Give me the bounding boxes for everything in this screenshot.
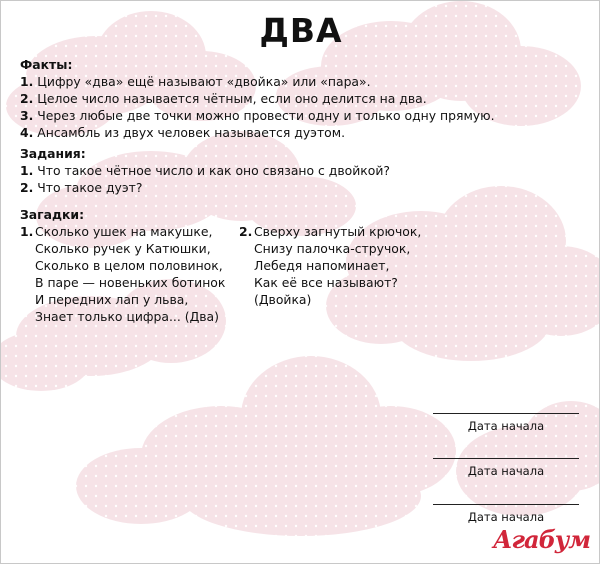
start-date-label: Дата начала bbox=[467, 464, 545, 478]
riddle-line: (Двойка) bbox=[254, 292, 312, 307]
start-date-field[interactable] bbox=[433, 413, 579, 433]
riddle-line bbox=[20, 223, 225, 240]
riddle-line bbox=[239, 223, 421, 240]
riddle-line: Как её все называют? bbox=[254, 275, 398, 290]
riddle-line: Сколько в целом половинок, bbox=[35, 258, 223, 273]
tasks-heading: Задания: bbox=[20, 146, 86, 161]
riddle-number: 2. bbox=[239, 224, 253, 239]
fact-number: 2. bbox=[20, 91, 34, 106]
riddle-line: Сколько ручек у Катюшки, bbox=[35, 241, 211, 256]
tasks-section bbox=[20, 145, 390, 196]
facts-heading: Факты: bbox=[20, 57, 73, 72]
riddle-2 bbox=[239, 223, 421, 308]
fact-item bbox=[20, 124, 495, 141]
riddle-number: 1. bbox=[20, 224, 34, 239]
fact-text: Через любые две точки можно провести одну и только одну прямую. bbox=[33, 108, 495, 123]
signature-line bbox=[433, 413, 579, 414]
start-date-field[interactable] bbox=[433, 504, 579, 524]
task-text: Что такое дуэт? bbox=[33, 180, 143, 195]
task-text: Что такое чётное число и как оно связано с двойкой? bbox=[33, 163, 390, 178]
riddle-line: И передних лап у льва, bbox=[35, 292, 189, 307]
fact-item bbox=[20, 73, 495, 90]
fact-item bbox=[20, 90, 495, 107]
riddle-line: Лебедя напоминает, bbox=[254, 258, 390, 273]
riddles-heading: Загадки: bbox=[20, 207, 85, 222]
fact-item bbox=[20, 107, 495, 124]
signature-line bbox=[433, 458, 579, 459]
task-number: 2. bbox=[20, 180, 34, 195]
fact-number: 3. bbox=[20, 108, 34, 123]
riddle-line: Знает только цифра... (Два) bbox=[35, 309, 219, 324]
riddle-1 bbox=[20, 223, 225, 325]
riddle-line: Снизу палочка-стручок, bbox=[254, 241, 411, 256]
fact-text: Ансамбль из двух человек называется дуэтом. bbox=[33, 125, 346, 140]
riddle-line-text: Сверху загнутый крючок, bbox=[254, 224, 422, 239]
fact-text: Цифру «два» ещё называют «двойка» или «пара». bbox=[33, 74, 371, 89]
start-date-field[interactable] bbox=[433, 458, 579, 478]
start-date-label: Дата начала bbox=[467, 419, 545, 433]
logo-text: Агабум bbox=[493, 525, 591, 554]
fact-text: Целое число называется чётным, если оно делится на два. bbox=[33, 91, 427, 106]
start-date-label: Дата начала bbox=[467, 510, 545, 524]
fact-number: 1. bbox=[20, 74, 34, 89]
page-title: ДВА bbox=[259, 11, 343, 50]
fact-number: 4. bbox=[20, 125, 34, 140]
riddle-line-text: Сколько ушек на макушке, bbox=[35, 224, 213, 239]
agabum-logo bbox=[493, 525, 590, 554]
task-number: 1. bbox=[20, 163, 34, 178]
task-item bbox=[20, 179, 390, 196]
signature-line bbox=[433, 504, 579, 505]
task-item bbox=[20, 162, 390, 179]
facts-section bbox=[20, 56, 495, 141]
riddle-line: В паре — новеньких ботинок bbox=[35, 275, 226, 290]
